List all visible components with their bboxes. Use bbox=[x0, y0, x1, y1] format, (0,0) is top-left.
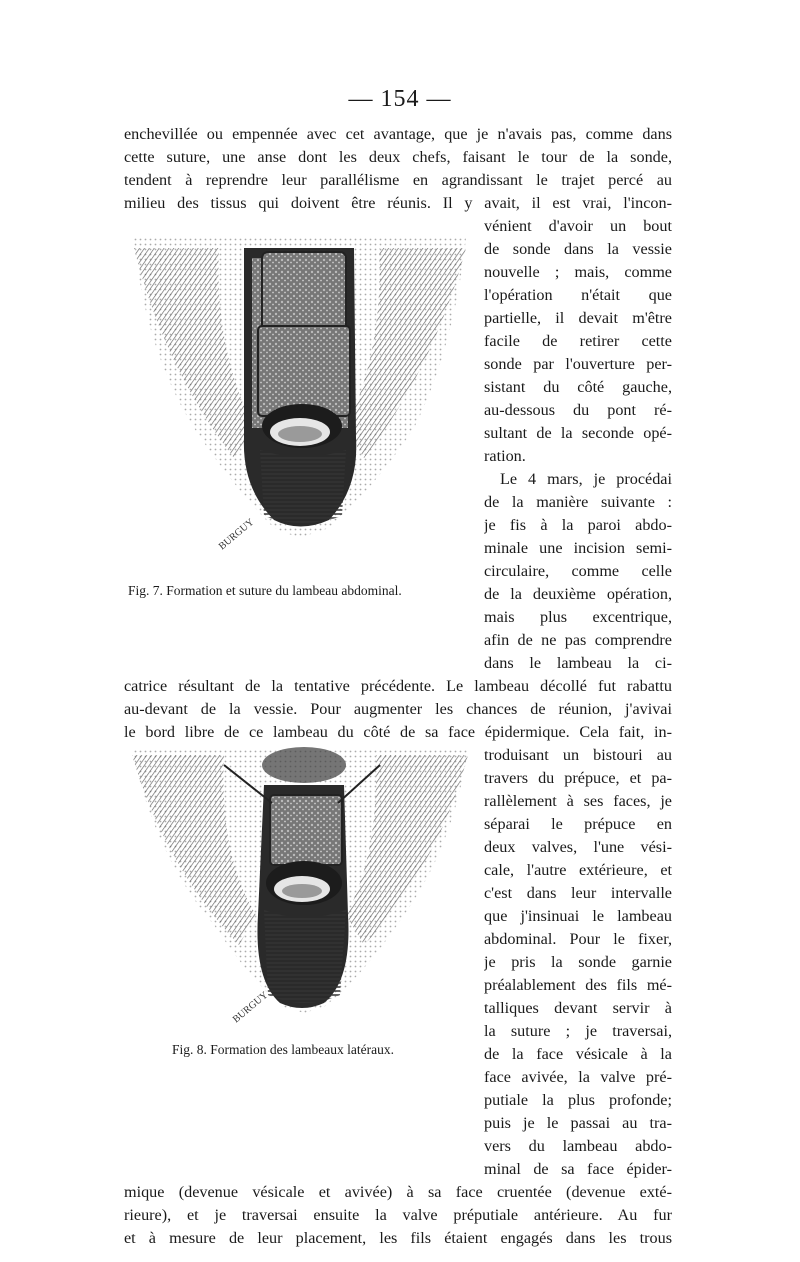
text-line: afin de ne pas comprendre bbox=[484, 631, 672, 649]
text-line: rallèlement à ses faces, je bbox=[484, 792, 672, 810]
text-line: de sonde dans la vessie bbox=[484, 240, 672, 258]
text-line: cale, l'autre extérieure, et bbox=[484, 861, 672, 879]
text-line: de la manière suivante : bbox=[484, 493, 672, 511]
text-line: putiale la plus profonde; bbox=[484, 1091, 672, 1109]
text-line: abdominal. Pour le fixer, bbox=[484, 930, 672, 948]
figure-7-illustration bbox=[124, 228, 476, 580]
text-line: séparai le prépuce en bbox=[484, 815, 672, 833]
text-line: partielle, il devait m'être bbox=[484, 309, 672, 327]
text-line: je pris la sonde garnie bbox=[484, 953, 672, 971]
text-line: facile de retirer cette bbox=[484, 332, 672, 350]
text-line: vénient d'avoir un bout bbox=[484, 217, 672, 235]
text-line: catrice résultant de la tentative précédente. Le lambeau décollé fut rabattu bbox=[124, 677, 672, 695]
text-line: travers du prépuce, et pa- bbox=[484, 769, 672, 787]
text-line: sonde par l'ouverture per- bbox=[484, 355, 672, 373]
text-line: enchevillée ou empennée avec cet avantage, que je n'avais pas, comme dans bbox=[124, 125, 672, 143]
text-line: la suture ; je traversai, bbox=[484, 1022, 672, 1040]
text-line: ration. bbox=[484, 447, 526, 465]
text-line: préalablement des fils mé- bbox=[484, 976, 672, 994]
text-line: rieure), et je traversai ensuite la valve préputiale antérieure. Au fur bbox=[124, 1206, 672, 1224]
engraver-signature: BURGUY bbox=[230, 989, 271, 1026]
text-line: cette suture, une anse dont les deux chefs, faisant le tour de la sonde, bbox=[124, 148, 672, 166]
text-line: minale une incision semi- bbox=[484, 539, 672, 557]
text-line: sistant du côté gauche, bbox=[484, 378, 672, 396]
text-line: troduisant un bistouri au bbox=[484, 746, 672, 764]
text-line: l'opération n'était que bbox=[484, 286, 672, 304]
text-line: tendent à reprendre leur parallélisme en agrandissant le trajet percé au bbox=[124, 171, 672, 189]
text-line: c'est dans leur intervalle bbox=[484, 884, 672, 902]
text-line: je fis à la paroi abdo- bbox=[484, 516, 672, 534]
text-line: minal de sa face épider- bbox=[484, 1160, 672, 1178]
text-line: au-dessous du pont ré- bbox=[484, 401, 672, 419]
engraver-signature: BURGUY bbox=[216, 516, 257, 553]
text-line: de la deuxième opération, bbox=[484, 585, 672, 603]
figure-8-illustration bbox=[124, 745, 476, 1035]
text-line: que j'insinuai le lambeau bbox=[484, 907, 672, 925]
text-line: mique (devenue vésicale et avivée) à sa face cruentée (devenue exté- bbox=[124, 1183, 672, 1201]
text-line: sultant de la seconde opé- bbox=[484, 424, 672, 442]
text-line: face avivée, la valve pré- bbox=[484, 1068, 672, 1086]
text-line: de la face vésicale à la bbox=[484, 1045, 672, 1063]
text-line: au-devant de la vessie. Pour augmenter les chances de réunion, j'avivai bbox=[124, 700, 672, 718]
text-line: mais plus excentrique, bbox=[484, 608, 672, 626]
text-line: et à mesure de leur placement, les fils étaient engagés dans les trous bbox=[124, 1229, 672, 1247]
text-line: le bord libre de ce lambeau du côté de sa face épidermique. Cela fait, in- bbox=[124, 723, 672, 741]
text-line: vers du lambeau abdo- bbox=[484, 1137, 672, 1155]
text-line: puis je le passai au tra- bbox=[484, 1114, 672, 1132]
figure-8-caption: Fig. 8. Formation des lambeaux latéraux. bbox=[172, 1042, 394, 1057]
page-number: — 154 — bbox=[348, 86, 452, 112]
text-line: Le 4 mars, je procédai bbox=[500, 470, 672, 488]
text-line: talliques devant servir à bbox=[484, 999, 672, 1017]
figure-7-caption: Fig. 7. Formation et suture du lambeau abdominal. bbox=[128, 583, 402, 598]
text-line: milieu des tissus qui doivent être réunis. Il y avait, il est vrai, l'incon- bbox=[124, 194, 672, 212]
text-line: nouvelle ; mais, comme bbox=[484, 263, 672, 281]
text-line: dans le lambeau la ci- bbox=[484, 654, 672, 672]
text-line: deux valves, l'une vési- bbox=[484, 838, 672, 856]
text-line: circulaire, comme celle bbox=[484, 562, 672, 580]
